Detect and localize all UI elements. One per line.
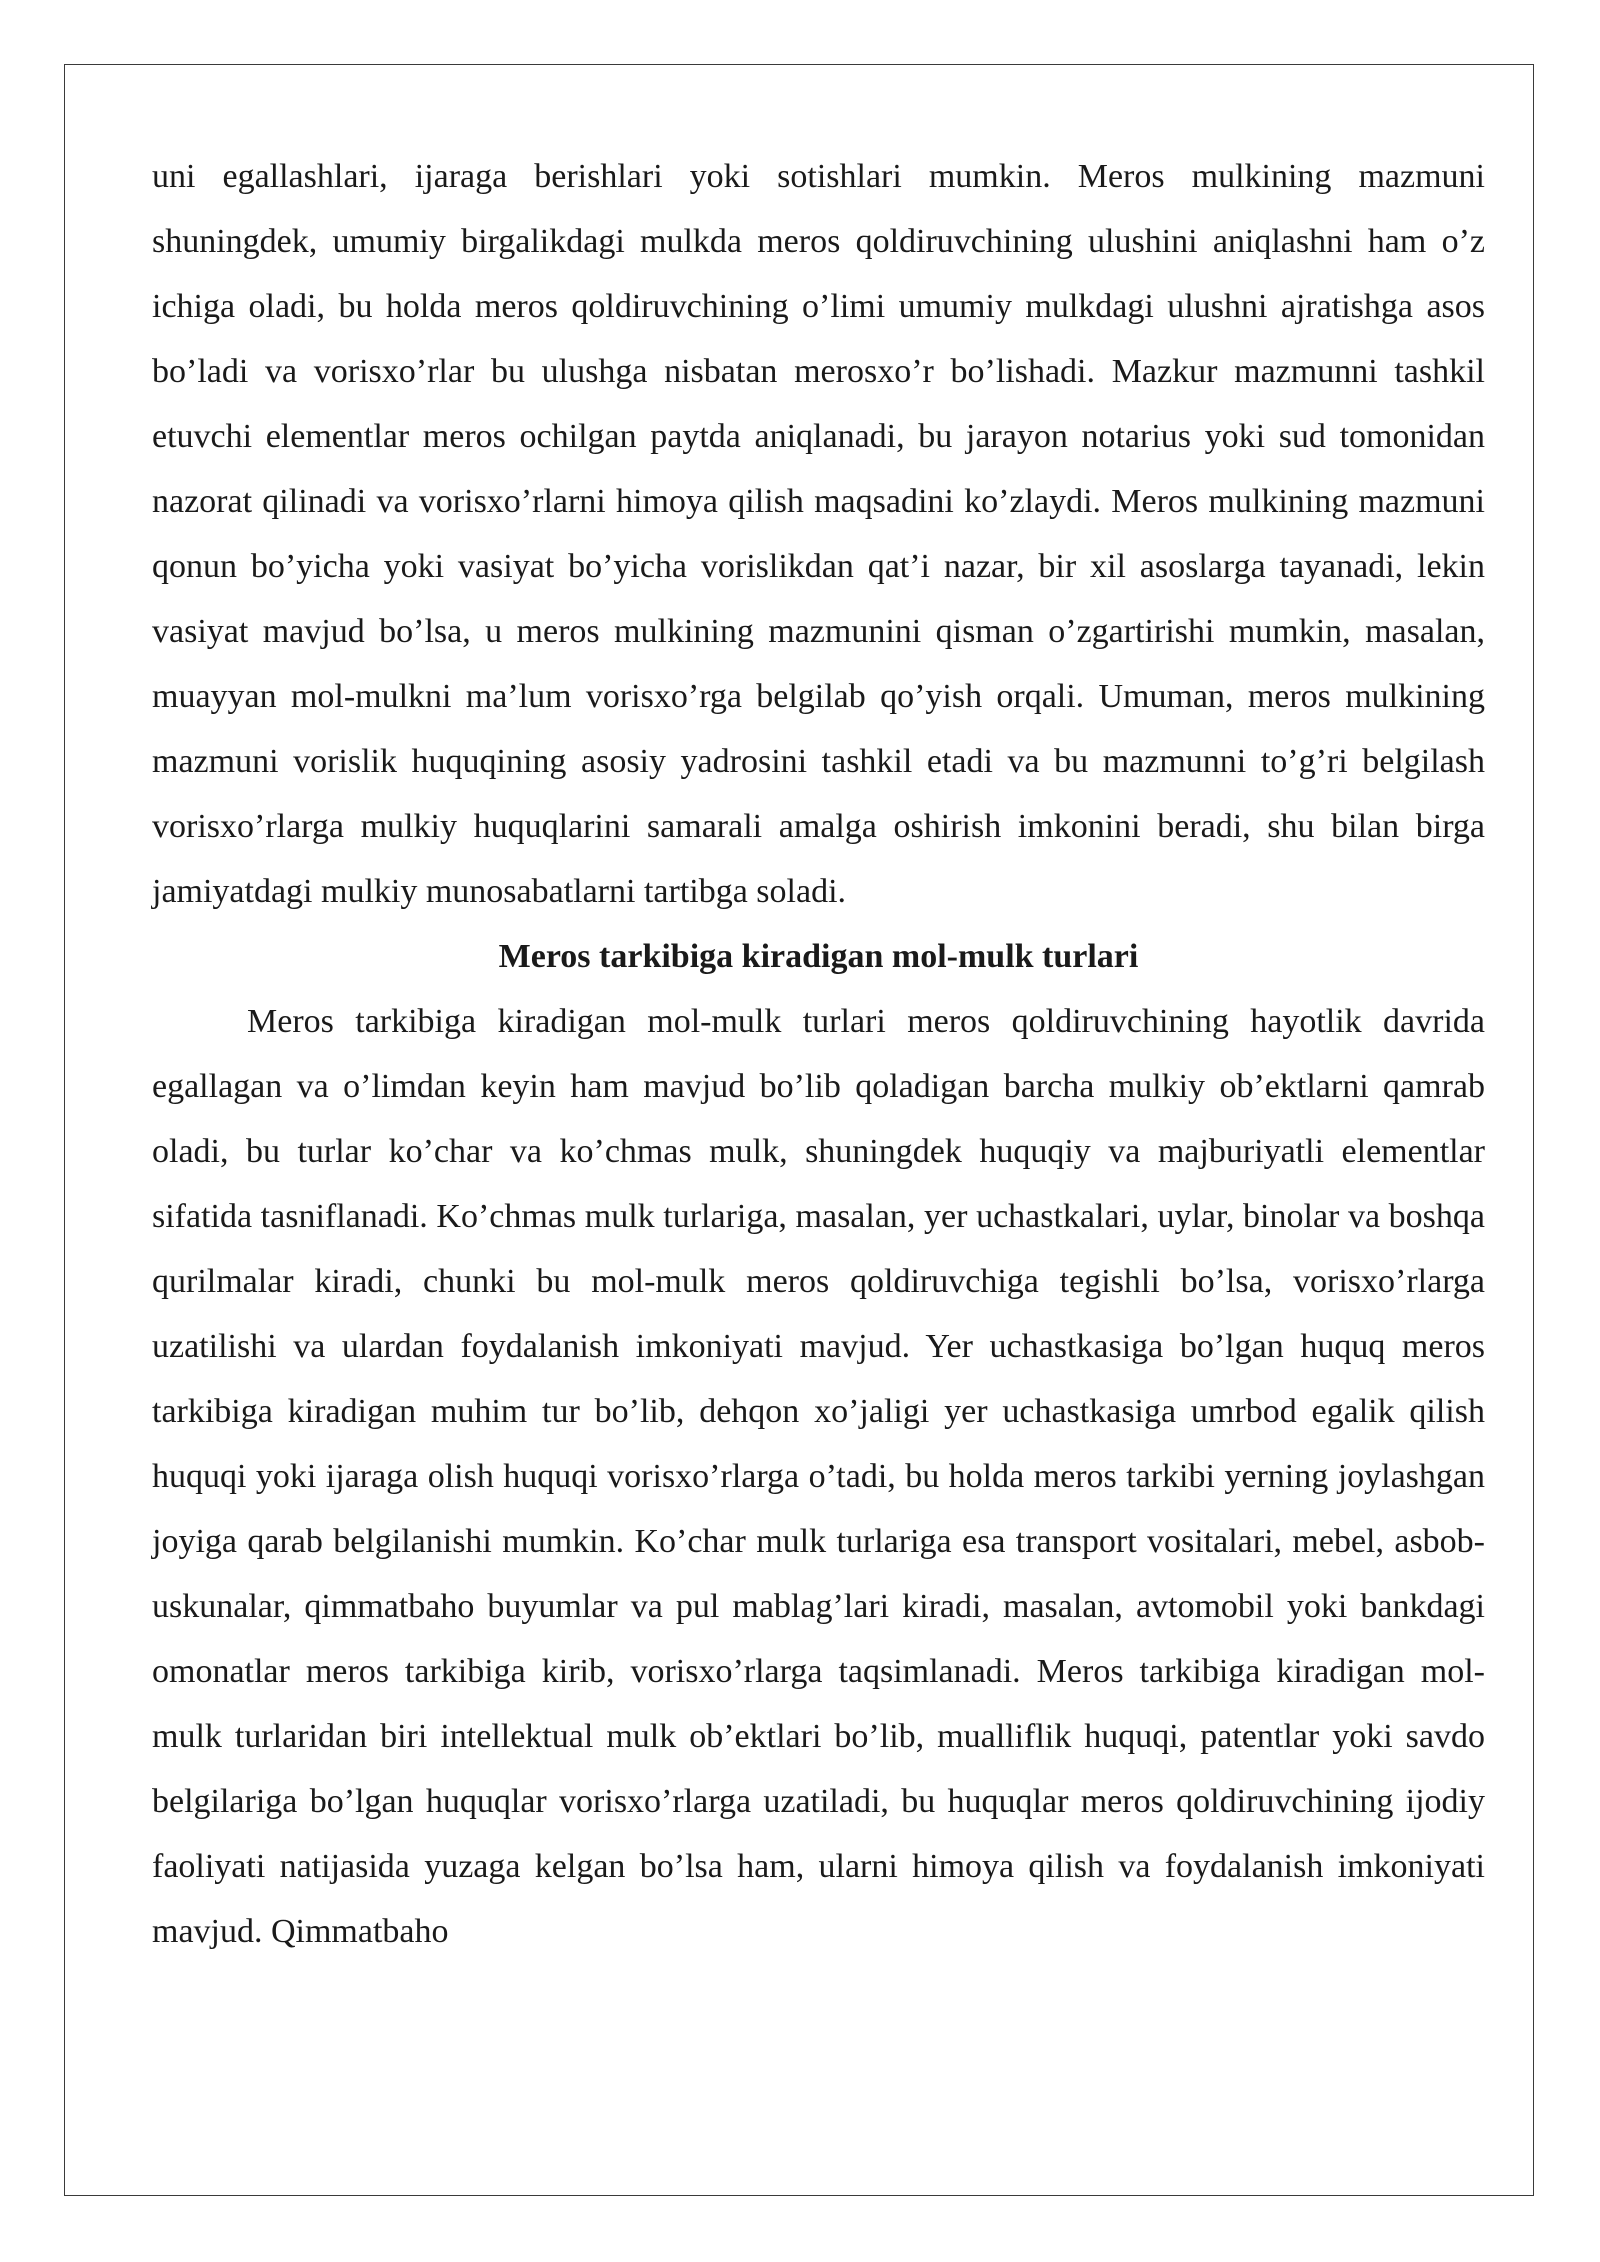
body-paragraph: Meros tarkibiga kiradigan mol-mulk turlari meros qoldiruvchining hayotlik davrida egallagan va o’limdan keyin ham mavjud bo’lib qoladigan barcha mulkiy ob’ektlarni qamrab oladi, bu turlar ko’char va ko’chmas mulk, shuningdek huquqiy va majburiyatli elementlar sifatida tasniflanadi. Ko’chmas mulk turlariga, masalan, yer uchastkalari, uylar, binolar va boshqa qurilmalar kiradi, chunki bu mol-mulk meros qoldiruvchiga tegishli bo’lsa, vorisxo’rlarga uzatilishi va ulardan foydalanish imkoniyati mavjud. Yer uchastkasiga bo’lgan huquq meros tarkibiga kiradigan muhim tur bo’lib, dehqon xo’jaligi yer uchastkasiga umrbod egalik qilish huquqi yoki ijaraga olish huquqi vorisxo’rlarga o’tadi, bu holda meros tarkibi yerning joylashgan joyiga qarab belgilanishi mumkin. Ko’char mulk turlariga esa transport vositalari, mebel, asbob-uskunalar, qimmatbaho buyumlar va pul mablag’lari kiradi, masalan, avtomobil yoki bankdagi omonatlar meros tarkibiga kirib, vorisxo’rlarga taqsimlanadi. Meros tarkibiga kiradigan mol-mulk turlaridan biri intellektual mulk ob’ektlari bo’lib, mualliflik huquqi, patentlar yoki savdo belgilariga bo’lgan huquqlar vorisxo’rlarga uzatiladi, bu huquqlar meros qoldiruvchining ijodiy faoliyati natijasida yuzaga kelgan bo’lsa ham, ularni himoya qilish va foydalanish imkoniyati mavjud. Qimmatbaho [152,1003,1485,1950]
body-paragraph: uni egallashlari, ijaraga berishlari yoki sotishlari mumkin. Meros mulkining mazmuni shuningdek, umumiy birgalikdagi mulkda meros qoldiruvchining ulushini aniqlashni ham o’z ichiga oladi, bu holda meros qoldiruvchining o’limi umumiy mulkdagi ulushni ajratishga asos bo’ladi va vorisxo’rlar bu ulushga nisbatan merosxo’r bo’lishadi. Mazkur mazmunni tashkil etuvchi elementlar meros ochilgan paytda aniqlanadi, bu jarayon notarius yoki sud tomonidan nazorat qilinadi va vorisxo’rlarni himoya qilish maqsadini ko’zlaydi. Meros mulkining mazmuni qonun bo’yicha yoki vasiyat bo’yicha vorislikdan qat’i nazar, bir xil asoslarga tayanadi, lekin vasiyat mavjud bo’lsa, u meros mulkining mazmunini qisman o’zgartirishi mumkin, masalan, muayyan mol-mulkni ma’lum vorisxo’rga belgilab qo’yish orqali. Umuman, meros mulkining mazmuni vorislik huquqining asosiy yadrosini tashkil etadi va bu mazmunni to’g’ri belgilash vorisxo’rlarga mulkiy huquqlarini samarali amalga oshirish imkonini beradi, shu bilan birga jamiyatdagi mulkiy munosabatlarni tartibga soladi. [152,158,1485,910]
section-heading: Meros tarkibiga kiradigan mol-mulk turlari [498,938,1139,975]
document-body [152,144,1485,1964]
